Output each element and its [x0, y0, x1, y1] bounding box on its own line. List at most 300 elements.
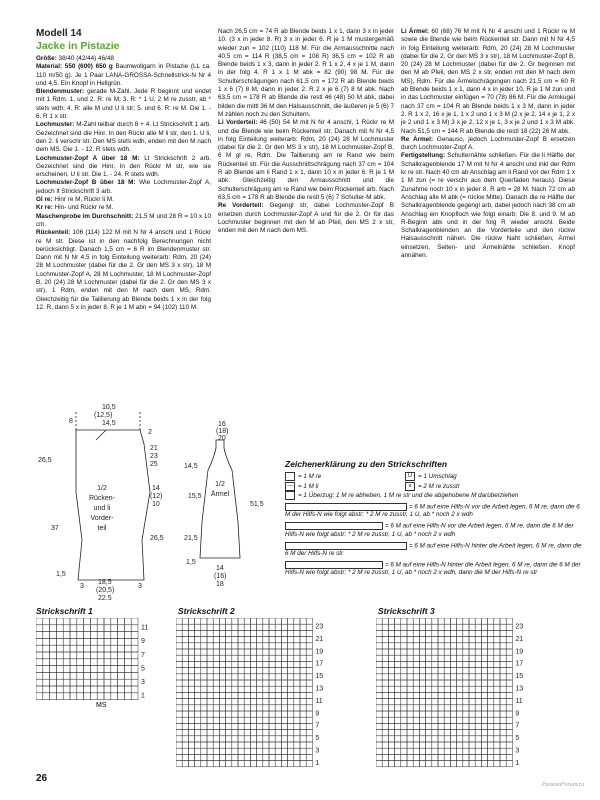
- dim-right3: 25: [150, 461, 158, 468]
- chart-cell: [182, 637, 188, 643]
- chart-cell: [300, 661, 306, 667]
- chart-cell: [176, 748, 182, 754]
- chart-cell: [450, 748, 456, 754]
- chart-cell: [257, 748, 263, 754]
- chart-cell: [131, 693, 138, 700]
- chart-cell: [104, 645, 111, 652]
- chart-cell: [238, 655, 244, 661]
- chart-cell: [188, 686, 194, 692]
- chart-cell: [413, 643, 419, 649]
- chart-cell: [444, 643, 450, 649]
- chart-cell: [506, 699, 512, 705]
- sleeve-b1: 1,5: [186, 559, 196, 566]
- chart-cell: [494, 748, 500, 754]
- chart-cell: [426, 742, 432, 748]
- chart-cell: [263, 655, 269, 661]
- chart-cell: [300, 630, 306, 636]
- chart-cell: [275, 761, 281, 767]
- chart-cell: [469, 705, 475, 711]
- chart-cell: [257, 723, 263, 729]
- dim-top: 10,5: [102, 404, 116, 411]
- chart-cell: [50, 638, 57, 645]
- chart-cell: [269, 668, 275, 674]
- chart-cell: [250, 754, 256, 760]
- chart-cell: [450, 699, 456, 705]
- chart-cell: [257, 686, 263, 692]
- chart-cell: [207, 692, 213, 698]
- chart-cell: [382, 723, 388, 729]
- chart-cell: [188, 630, 194, 636]
- chart-cell: [469, 711, 475, 717]
- chart-cell: [90, 672, 97, 679]
- chart-cell: [450, 692, 456, 698]
- chart-cell: [475, 717, 481, 723]
- chart-cell: [90, 679, 97, 686]
- chart-cell: [432, 692, 438, 698]
- chart-cell: [111, 632, 118, 639]
- chart-cell: [226, 692, 232, 698]
- chart-cell: [118, 686, 125, 693]
- chart-cell: [457, 643, 463, 649]
- chart-cell: [407, 661, 413, 667]
- dim-b4: (20,5): [96, 587, 115, 594]
- chart-cell: [281, 637, 287, 643]
- chart-cell: [300, 686, 306, 692]
- chart-cell: [257, 661, 263, 667]
- chart-cell: [281, 674, 287, 680]
- chart-cell: [506, 705, 512, 711]
- chart-cell: [506, 711, 512, 717]
- chart-cell: [50, 625, 57, 632]
- chart-cell: [388, 748, 394, 754]
- chart-cell: [281, 748, 287, 754]
- chart-cell: [294, 711, 300, 717]
- chart-cell: [463, 680, 469, 686]
- chart-cell: [401, 680, 407, 686]
- chart-cell: [118, 666, 125, 673]
- schematic-sleeve: [178, 418, 278, 598]
- chart-cell: [232, 661, 238, 667]
- chart-cell: [56, 679, 63, 686]
- chart-cell: [269, 680, 275, 686]
- row-number: 5: [315, 735, 320, 743]
- chart-cell: [36, 659, 43, 666]
- chart-cell: [395, 711, 401, 717]
- chart-cell: [63, 686, 70, 693]
- chart-cell: [275, 661, 281, 667]
- chart-cell: [395, 661, 401, 667]
- chart-cell: [244, 637, 250, 643]
- chart-cell: [250, 711, 256, 717]
- chart-cell: [500, 711, 506, 717]
- chart-cell: [432, 668, 438, 674]
- chart-cell: [395, 637, 401, 643]
- row-number: 1: [315, 759, 320, 767]
- chart-cell: [257, 668, 263, 674]
- chart-cell: [288, 736, 294, 742]
- chart-cell: [77, 632, 84, 639]
- chart-cell: [481, 705, 487, 711]
- chart-cell: [382, 674, 388, 680]
- chart-cell: [450, 637, 456, 643]
- chart-cell: [288, 655, 294, 661]
- chart-cell: [488, 705, 494, 711]
- chart-cell: [457, 655, 463, 661]
- chart-cell: [84, 693, 91, 700]
- chart-cell: [50, 679, 57, 686]
- chart-cell: [201, 761, 207, 767]
- chart-cell: [376, 699, 382, 705]
- chart-cell: [269, 643, 275, 649]
- paragraph: Re Ärmel: Genauso, jedoch Lochmuster-Zopf B ersetzen durch Lochmuster-Zopf A.: [401, 135, 576, 152]
- chart-cell: [488, 692, 494, 698]
- chart-cell: [84, 645, 91, 652]
- chart-cell: [382, 699, 388, 705]
- chart-cell: [469, 680, 475, 686]
- chart-cell: [432, 699, 438, 705]
- chart-cell: [388, 643, 394, 649]
- chart-cell: [232, 748, 238, 754]
- chart-cell: [426, 643, 432, 649]
- chart-cell: [213, 761, 219, 767]
- chart-cell: [506, 649, 512, 655]
- chart-cell: [176, 624, 182, 630]
- chart-cell: [444, 761, 450, 767]
- chart-cell: [250, 668, 256, 674]
- row-number: 23: [515, 623, 524, 631]
- chart-cell: [488, 730, 494, 736]
- chart-cell: [407, 754, 413, 760]
- chart-cell: [244, 742, 250, 748]
- chart-cell: [419, 680, 425, 686]
- chart-cell: [238, 692, 244, 698]
- chart-cell: [413, 748, 419, 754]
- chart-cell: [488, 748, 494, 754]
- chart-cell: [250, 661, 256, 667]
- chart-cell: [426, 668, 432, 674]
- k2tog-symbol: ∨: [405, 482, 415, 491]
- chart-cell: [463, 717, 469, 723]
- chart-cell: [419, 717, 425, 723]
- chart-cell: [401, 624, 407, 630]
- chart-cell: [481, 742, 487, 748]
- chart-cell: [494, 624, 500, 630]
- dim-bottom1: 1,5: [56, 571, 66, 578]
- row-number: 3: [515, 747, 520, 755]
- chart-cell: [500, 637, 506, 643]
- chart-cell: [244, 618, 250, 624]
- chart-cell: [213, 643, 219, 649]
- chart-cell: [118, 693, 125, 700]
- chart-cell: [77, 672, 84, 679]
- chart-cell: [124, 652, 131, 659]
- chart-cell: [413, 754, 419, 760]
- chart-cell: [219, 692, 225, 698]
- chart-cell: [438, 630, 444, 636]
- chart-cell: [388, 649, 394, 655]
- chart-cell: [219, 742, 225, 748]
- sleeve-b3: (16): [214, 573, 227, 580]
- chart-cell: [407, 742, 413, 748]
- chart-cell: [500, 748, 506, 754]
- chart-cell: [426, 723, 432, 729]
- chart-cell: [104, 666, 111, 673]
- row-number: 11: [315, 697, 323, 705]
- chart-cell: [232, 717, 238, 723]
- chart-cell: [63, 666, 70, 673]
- paragraph: Rückenteil: 106 (114) 122 M mit N Nr 4 anschl und 1 Rückr re M str. Diese ist in den nachfolg Berechnungen nicht berücksichtigt. Danach 1,5 cm = 6 R im Blendenmuster str. Dann mit N Nr 4,5 in folg Einteilung weiterarb: Rdm, 20 (24) 28 M Lochmuster (dabei für die 2. Gr den MS 3 x str), 18 M Lochmuster-Zopf A, 28 M Lochmuster, 18 M Lochmuster-Zopf B, 20 (24) 28 M Lochmuster (dabei für die 2. Gr den MS 3 x str), 1 Rdm, enden mit den M nach dem MS, Rdm. Gleichzeitig für die Taillierung ab Blende beids 1 x in der folg 12. R, dann 5 x in jeder 8. R je 1 M abn = 94 (102) 110 M.: [36, 229, 211, 311]
- page-title: Jacke in Pistazie: [36, 40, 120, 52]
- chart-cell: [43, 659, 50, 666]
- chart-cell: [269, 761, 275, 767]
- chart-cell: [207, 736, 213, 742]
- chart-cell: [419, 711, 425, 717]
- chart-cell: [506, 717, 512, 723]
- chart-cell: [426, 661, 432, 667]
- chart-cell: [413, 630, 419, 636]
- chart-cell: [475, 674, 481, 680]
- chart-cell: [56, 638, 63, 645]
- paragraph: Maschenprobe im Durchschnitt: 21,5 M und 28 R = 10 x 10 cm.: [36, 212, 211, 228]
- chart-cell: [269, 624, 275, 630]
- chart-cell: [376, 686, 382, 692]
- chart-cell: [131, 638, 138, 645]
- chart-cell: [176, 761, 182, 767]
- chart-cell: [475, 699, 481, 705]
- chart-cell: [450, 754, 456, 760]
- chart-cell: [494, 730, 500, 736]
- chart-cell: [77, 625, 84, 632]
- row-number: 9: [141, 638, 145, 646]
- chart-cell: [300, 723, 306, 729]
- chart-cell: [207, 748, 213, 754]
- chart-cell: [50, 693, 57, 700]
- sleeve-l3: 21,5: [184, 535, 198, 542]
- chart-cell: [226, 723, 232, 729]
- chart-cell: [426, 711, 432, 717]
- chart-cell: [207, 754, 213, 760]
- chart-cell: [432, 736, 438, 742]
- chart-cell: [457, 686, 463, 692]
- chart-cell: [438, 624, 444, 630]
- schema1-label-2: Rücken-: [88, 495, 116, 502]
- column-left: [36, 28, 211, 312]
- chart-cell: [444, 748, 450, 754]
- chart-cell: [288, 754, 294, 760]
- chart-cell: [382, 643, 388, 649]
- chart-cell: [36, 686, 43, 693]
- chart-cell: [219, 723, 225, 729]
- chart-cell: [263, 730, 269, 736]
- chart-cell: [226, 742, 232, 748]
- chart-cell: [306, 748, 312, 754]
- chart-cell: [213, 686, 219, 692]
- chart-cell: [250, 680, 256, 686]
- chart-cell: [419, 742, 425, 748]
- chart-cell: [36, 632, 43, 639]
- chart-cell: [232, 624, 238, 630]
- chart-cell: [488, 624, 494, 630]
- chart-cell: [195, 705, 201, 711]
- chart-cell: [382, 705, 388, 711]
- chart-cell: [226, 643, 232, 649]
- chart-cell: [457, 668, 463, 674]
- chart-cell: [500, 692, 506, 698]
- chart-cell: [275, 649, 281, 655]
- chart-cell: [63, 638, 70, 645]
- chart-cell: [182, 748, 188, 754]
- chart-cell: [188, 624, 194, 630]
- chart-cell: [475, 711, 481, 717]
- chart-cell: [395, 699, 401, 705]
- chart-cell: [481, 618, 487, 624]
- chart-cell: [195, 618, 201, 624]
- chart-cell: [382, 624, 388, 630]
- chart-cell: [426, 699, 432, 705]
- chart-cell: [288, 717, 294, 723]
- chart-cell: [432, 655, 438, 661]
- chart-cell: [294, 674, 300, 680]
- sleeve-l1: 14,5: [184, 463, 198, 470]
- yarn-over-symbol: U: [405, 472, 415, 481]
- chart-cell: [388, 699, 394, 705]
- chart-cell: [494, 711, 500, 717]
- chart-cell: [475, 680, 481, 686]
- chart-cell: [244, 730, 250, 736]
- chart-cell: [232, 649, 238, 655]
- chart-cell: [413, 692, 419, 698]
- chart-cell: [269, 748, 275, 754]
- chart-cell: [457, 624, 463, 630]
- chart-cell: [401, 649, 407, 655]
- chart-cell: [438, 736, 444, 742]
- chart-cell: [444, 705, 450, 711]
- chart-cell: [494, 761, 500, 767]
- chart-cell: [275, 699, 281, 705]
- chart-cell: [407, 630, 413, 636]
- chart-cell: [426, 761, 432, 767]
- chart-cell: [188, 643, 194, 649]
- chart-cell: [395, 761, 401, 767]
- chart-cell: [250, 705, 256, 711]
- row-number: 1: [515, 759, 520, 767]
- chart-cell: [269, 655, 275, 661]
- chart-cell: [250, 723, 256, 729]
- chart-cell: [207, 705, 213, 711]
- chart-cell: [426, 754, 432, 760]
- chart-cell: [124, 638, 131, 645]
- chart-cell: [250, 730, 256, 736]
- chart-cell: [413, 649, 419, 655]
- chart-cell: [131, 625, 138, 632]
- chart-cell: [388, 717, 394, 723]
- chart-cell: [382, 630, 388, 636]
- chart-cell: [382, 736, 388, 742]
- chart-cell: [506, 630, 512, 636]
- chart-cell: [395, 649, 401, 655]
- chart-cell: [263, 686, 269, 692]
- chart-cell: [104, 686, 111, 693]
- chart-cell: [457, 649, 463, 655]
- chart-cell: [176, 630, 182, 636]
- chart-cell: [269, 705, 275, 711]
- chart-cell: [281, 686, 287, 692]
- chart-cell: [300, 637, 306, 643]
- chart-cell: [195, 655, 201, 661]
- chart-cell: [50, 659, 57, 666]
- chart-cell: [43, 625, 50, 632]
- chart-cell: [500, 630, 506, 636]
- chart-cell: [506, 624, 512, 630]
- knitting-chart-3: [376, 618, 586, 768]
- chart-cell: [288, 668, 294, 674]
- chart-cell: [281, 742, 287, 748]
- chart-cell: [201, 680, 207, 686]
- chart-cell: [182, 643, 188, 649]
- chart-cell: [382, 717, 388, 723]
- chart-cell: [444, 637, 450, 643]
- chart-cell: [188, 692, 194, 698]
- chart-cell: [124, 679, 131, 686]
- chart-cell: [118, 632, 125, 639]
- chart-cell: [488, 668, 494, 674]
- chart-cell: [306, 655, 312, 661]
- chart-cell: [219, 748, 225, 754]
- chart-cell: [226, 624, 232, 630]
- chart-cell: [382, 748, 388, 754]
- chart-cell: [84, 618, 91, 625]
- chart-cell: [118, 679, 125, 686]
- chart-cell: [469, 686, 475, 692]
- chart-cell: [444, 680, 450, 686]
- chart-cell: [97, 625, 104, 632]
- chart-cell: [176, 711, 182, 717]
- chart-cell: [306, 692, 312, 698]
- chart-cell: [275, 668, 281, 674]
- chart-cell: [124, 632, 131, 639]
- chart-cell: [401, 761, 407, 767]
- purl-symbol: —: [285, 482, 295, 491]
- chart-cell: [226, 699, 232, 705]
- chart-cell: [376, 637, 382, 643]
- chart-cell: [450, 624, 456, 630]
- chart-cell: [257, 674, 263, 680]
- chart-cell: [226, 761, 232, 767]
- chart-cell: [306, 661, 312, 667]
- chart-cell: [401, 748, 407, 754]
- chart-cell: [56, 672, 63, 679]
- chart-cell: [413, 618, 419, 624]
- chart-cell: [257, 680, 263, 686]
- chart-cell: [500, 655, 506, 661]
- chart-cell: [388, 630, 394, 636]
- chart-cell: [426, 624, 432, 630]
- chart-cell: [263, 748, 269, 754]
- chart-cell: [238, 637, 244, 643]
- chart-cell: [257, 699, 263, 705]
- chart-cell: [306, 736, 312, 742]
- chart-cell: [457, 742, 463, 748]
- chart-cell: [475, 643, 481, 649]
- row-number: 11: [141, 624, 149, 632]
- row-number: 7: [515, 722, 520, 730]
- chart-cell: [481, 711, 487, 717]
- chart-cell: [124, 645, 131, 652]
- chart-cell: [450, 761, 456, 767]
- chart-cell: [118, 638, 125, 645]
- chart-cell: [263, 661, 269, 667]
- chart-cell: [213, 717, 219, 723]
